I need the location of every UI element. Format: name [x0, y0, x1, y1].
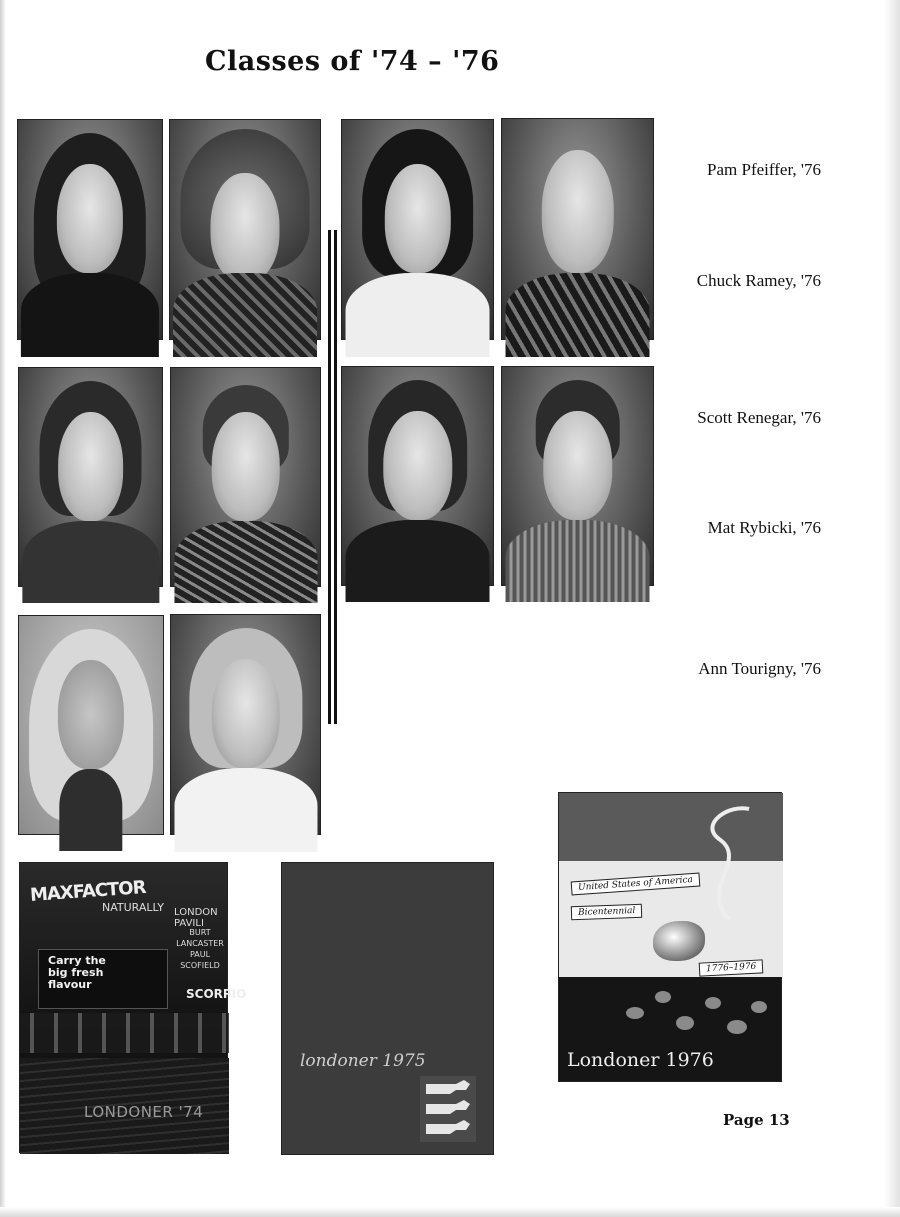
lions-crest-icon	[420, 1076, 476, 1142]
portrait-pam-now	[169, 119, 321, 340]
portrait-ann-now	[170, 614, 321, 835]
cover74-street-lights	[20, 1013, 229, 1053]
portrait-scott-then	[18, 367, 163, 587]
cover76-label: Londoner 1976	[567, 1049, 714, 1071]
portrait-pam-then	[17, 119, 163, 340]
caption-scott-renegar: Scott Renegar, '76	[697, 408, 821, 427]
cover74-sign-main: MAXFACTOR	[29, 876, 147, 907]
cover74-billboard-text: Carry the big fresh flavour	[48, 954, 106, 991]
caption-ann-tourigny: Ann Tourigny, '76	[698, 659, 821, 678]
column-divider	[328, 230, 337, 724]
leaves-icon	[615, 983, 775, 1045]
ribbon-swirl-icon	[689, 799, 759, 929]
yearbook-cover-1976	[558, 792, 782, 1082]
page-title: Classes of '74 – '76	[205, 46, 500, 77]
portrait-chuck-then	[341, 119, 494, 340]
eagle-icon	[653, 921, 705, 961]
caption-chuck-ramey: Chuck Ramey, '76	[696, 271, 821, 290]
cover74-sign-naturally: NATURALLY	[102, 901, 164, 914]
caption-pam-pfeiffer: Pam Pfeiffer, '76	[707, 160, 821, 179]
cover76-ribbon-bicentennial: Bicentennial	[571, 904, 643, 920]
yearbook-cover-1974	[19, 862, 247, 1153]
page-bottom-edge	[0, 1207, 900, 1217]
caption-mat-rybicki: Mat Rybicki, '76	[707, 518, 821, 537]
cover74-marquee-title: SCORPIO	[186, 987, 247, 1001]
portrait-mat-then	[341, 366, 494, 586]
page-left-edge	[0, 0, 6, 1217]
cover74-sign-pavilion: LONDON PAVILI	[174, 907, 218, 929]
portrait-ann-then	[18, 615, 164, 835]
portrait-mat-now	[501, 366, 654, 586]
portrait-chuck-now	[501, 118, 654, 340]
page-right-edge	[884, 0, 900, 1217]
cover75-label: londoner 1975	[300, 1051, 426, 1071]
page-number: Page 13	[723, 1111, 790, 1129]
yearbook-cover-1975	[281, 862, 494, 1155]
cover76-ribbon-usa: United States of America	[571, 873, 701, 896]
cover74-marquee-names: BURT LANCASTER PAUL SCOFIELD	[176, 928, 224, 970]
portrait-scott-now	[170, 367, 321, 587]
cover74-label: LONDONER '74	[84, 1103, 204, 1121]
cover76-ribbon-years: 1776–1976	[699, 959, 764, 976]
